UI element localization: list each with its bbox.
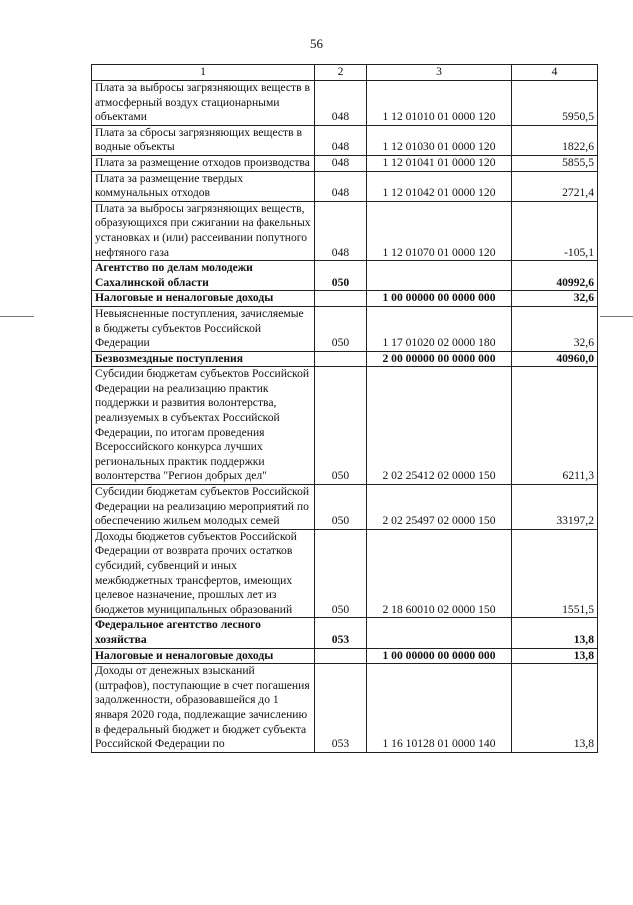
row-amount: 6211,3 xyxy=(512,367,598,485)
row-code: 048 xyxy=(315,81,367,126)
row-name: Плата за сбросы загрязняющих веществ в водные объекты xyxy=(92,125,315,155)
table-row xyxy=(92,618,598,648)
row-kbk: 2 00 00000 00 0000 000 xyxy=(367,351,512,367)
header-col-2: 2 xyxy=(315,65,367,81)
table-row xyxy=(92,291,598,307)
row-name: Плата за выбросы загрязняющих веществ, образующихся при сжигании на факельных установках и (или) рассеивании попутного нефтяного газа xyxy=(92,201,315,260)
row-name: Налоговые и неналоговые доходы xyxy=(92,291,315,307)
row-name: Доходы бюджетов субъектов Российской Федерации от возврата прочих остатков субсидий, субвенций и иных межбюджетных трансфертов, имеющих целевое назначение, прошлых лет из бюджетов муниципальных образований xyxy=(92,529,315,618)
row-code: 053 xyxy=(315,664,367,753)
row-kbk: 2 02 25497 02 0000 150 xyxy=(367,485,512,530)
row-name: Субсидии бюджетам субъектов Российской Федерации на реализацию практик поддержки и развития волонтерства, реализуемых в субъектах Российской Федерации, по итогам проведения Всероссийского конкурса лучших региональных практик поддержки волонтерства "Регион добрых дел" xyxy=(92,367,315,485)
row-amount: 32,6 xyxy=(512,291,598,307)
row-name: Невыясненные поступления, зачисляемые в бюджеты субъектов Российской Федерации xyxy=(92,306,315,351)
row-name: Субсидии бюджетам субъектов Российской Федерации на реализацию мероприятий по обеспечению жильем молодых семей xyxy=(92,485,315,530)
table-row xyxy=(92,664,598,753)
row-kbk: 1 16 10128 01 0000 140 xyxy=(367,664,512,753)
row-kbk: 1 00 00000 00 0000 000 xyxy=(367,291,512,307)
row-kbk: 1 00 00000 00 0000 000 xyxy=(367,648,512,664)
fold-mark-right xyxy=(600,316,633,317)
row-code: 053 xyxy=(315,618,367,648)
table-row xyxy=(92,125,598,155)
row-amount: 40960,0 xyxy=(512,351,598,367)
row-code xyxy=(315,291,367,307)
row-name: Плата за размещение твердых коммунальных отходов xyxy=(92,171,315,201)
table-body xyxy=(92,81,598,753)
row-amount: 32,6 xyxy=(512,306,598,351)
header-col-4: 4 xyxy=(512,65,598,81)
row-kbk: 1 12 01010 01 0000 120 xyxy=(367,81,512,126)
row-name: Плата за размещение отходов производства xyxy=(92,155,315,171)
row-amount: 13,8 xyxy=(512,648,598,664)
table-row xyxy=(92,261,598,291)
table-row xyxy=(92,529,598,618)
fold-mark-left xyxy=(0,316,34,317)
row-kbk xyxy=(367,618,512,648)
row-code xyxy=(315,648,367,664)
row-code: 048 xyxy=(315,155,367,171)
table-row xyxy=(92,201,598,260)
row-amount: 1822,6 xyxy=(512,125,598,155)
row-code: 050 xyxy=(315,367,367,485)
table-header-row xyxy=(92,65,598,81)
row-kbk: 1 17 01020 02 0000 180 xyxy=(367,306,512,351)
row-code: 048 xyxy=(315,125,367,155)
row-amount: 13,8 xyxy=(512,618,598,648)
row-amount: 5950,5 xyxy=(512,81,598,126)
row-code: 048 xyxy=(315,171,367,201)
page-number: 56 xyxy=(310,36,323,51)
row-amount: 5855,5 xyxy=(512,155,598,171)
row-amount: 40992,6 xyxy=(512,261,598,291)
row-kbk: 2 02 25412 02 0000 150 xyxy=(367,367,512,485)
row-amount: 13,8 xyxy=(512,664,598,753)
row-code: 048 xyxy=(315,201,367,260)
row-kbk: 1 12 01042 01 0000 120 xyxy=(367,171,512,201)
table-row xyxy=(92,351,598,367)
table-row xyxy=(92,306,598,351)
row-code: 050 xyxy=(315,306,367,351)
table-row xyxy=(92,367,598,485)
row-amount: 1551,5 xyxy=(512,529,598,618)
row-kbk: 1 12 01070 01 0000 120 xyxy=(367,201,512,260)
row-amount: 2721,4 xyxy=(512,171,598,201)
row-kbk: 1 12 01030 01 0000 120 xyxy=(367,125,512,155)
row-code: 050 xyxy=(315,261,367,291)
row-name: Доходы от денежных взысканий (штрафов), поступающие в счет погашения задолженности, образовавшейся до 1 января 2020 года, подлежащие зачислению в федеральный бюджет и бюджет субъекта Российской Федерации по xyxy=(92,664,315,753)
table-row xyxy=(92,171,598,201)
header-col-3: 3 xyxy=(367,65,512,81)
table-row xyxy=(92,485,598,530)
row-code: 050 xyxy=(315,485,367,530)
row-name: Федеральное агентство лесного хозяйства xyxy=(92,618,315,648)
row-name: Плата за выбросы загрязняющих веществ в атмосферный воздух стационарными объектами xyxy=(92,81,315,126)
table-row xyxy=(92,155,598,171)
row-kbk: 2 18 60010 02 0000 150 xyxy=(367,529,512,618)
revenue-table xyxy=(91,64,598,753)
row-name: Агентство по делам молодежи Сахалинской области xyxy=(92,261,315,291)
table-row xyxy=(92,648,598,664)
row-code xyxy=(315,351,367,367)
row-name: Налоговые и неналоговые доходы xyxy=(92,648,315,664)
row-kbk: 1 12 01041 01 0000 120 xyxy=(367,155,512,171)
row-kbk xyxy=(367,261,512,291)
row-code: 050 xyxy=(315,529,367,618)
row-amount: 33197,2 xyxy=(512,485,598,530)
row-name: Безвозмездные поступления xyxy=(92,351,315,367)
header-col-1: 1 xyxy=(92,65,315,81)
table-row xyxy=(92,81,598,126)
row-amount: -105,1 xyxy=(512,201,598,260)
